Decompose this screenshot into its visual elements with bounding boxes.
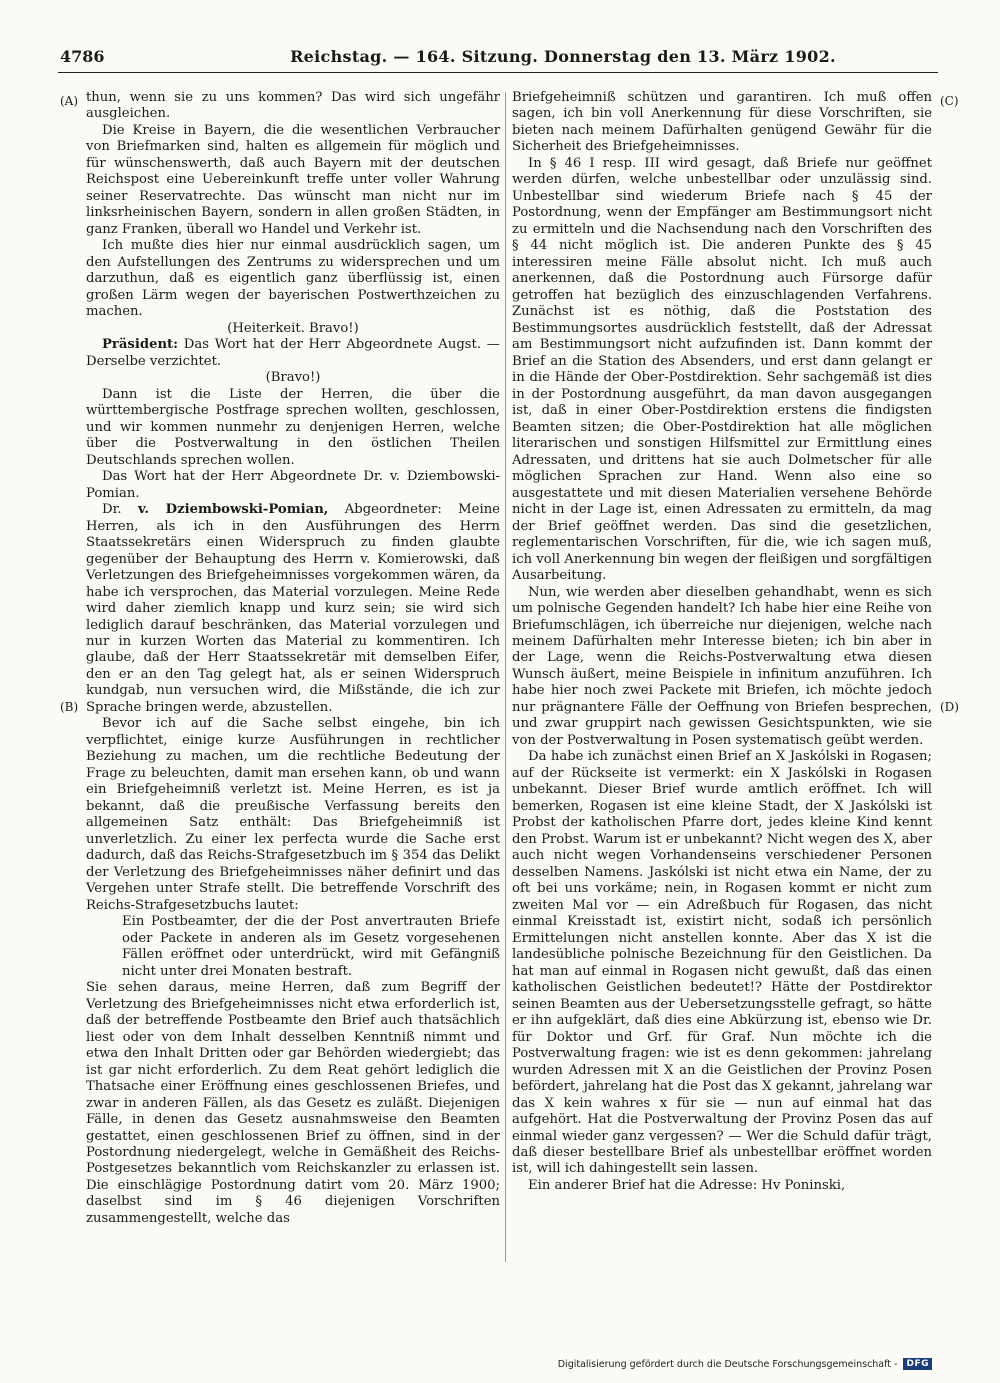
- paragraph: [86, 337, 500, 370]
- speech-text: Abgeordneter: Meine Herren, als ich in den Ausführungen des Herrn Staatssekretärs einen Widerspruch zu finden glaubte gegenüber der Behauptung des Herrn v. Komierowski, daß Verletzungen des Briefgeheimnisses vorgekommen wären, da habe ich versprochen, das Material vorzulegen. Meine Rede wird daher ziemlich knapp und kurz sein; sie wird sich lediglich darauf beschränken, das Material vorzulegen und nur in kurzen Worten das Material zu kommentiren. Ich glaube, daß der Herr Staatssekretär mit demselben Eifer, den er an den Tag gelegt hat, als er seinen Widerspruch kundgab, nun versuchen wird, die Mißstände, die ich zur Sprache bringen werde, abzustellen.: [86, 502, 500, 715]
- paragraph: Sie sehen daraus, meine Herren, daß zum Begriff der Verletzung des Briefgeheimnisses nicht etwa erforderlich ist, daß der betreffende Postbeamte den Brief auch thatsächlich liest oder von dem Inhalt desselben Kenntniß nimmt und etwa den Inhalt Dritten oder gar Behörden wiedergiebt; das ist gar nicht erforderlich. Zu dem Reat gehört lediglich die Thatsache einer Eröffnung eines geschlossenen Briefes, und zwar in anderen Fällen, als das Gesetz es zuläßt. Diejenigen Fälle, in denen das Gesetz ausnahmsweise den Beamten gestattet, einen geschlossenen Brief zu öffnen, sind in der Postordnung niedergelegt, welche in Gemäßheit des Reichs-Postgesetzes bekanntlich vom Reichskanzler zu erlassen ist. Die einschlägige Postordnung datirt vom 20. März 1900; daselbst sind im § 46 diejenigen Vorschriften zusammengestellt, welche das: [86, 980, 500, 1226]
- running-title: Reichstag. — 164. Sitzung. Donnerstag den 13. März 1902.: [290, 47, 836, 66]
- column-divider: [505, 92, 506, 1262]
- speaker-name: v. Dziembowski-Pomian,: [137, 502, 329, 518]
- paragraph: In § 46 I resp. III wird gesagt, daß Briefe nur geöffnet werden dürfen, welche unbestellbar oder unzulässig sind. Unbestellbar sind wiederum Briefe nach § 45 der Postordnung, wenn der Empfänger am Bestimmungsort nicht zu ermitteln und die Nachsendung nach den Vorschriften des § 44 nicht möglich ist. Die anderen Punkte des § 45 interessiren meine Fälle absolut nicht. Ich muß auch anerkennen, daß die Postordnung auch Fürsorge dafür getroffen hat bezüglich des einzuschlagenden Verfahrens. Zunächst ist es nöthig, daß die Poststation des Bestimmungsortes ausdrücklich feststellt, daß der Adressat am Bestimmungsort nicht aufzufinden ist. Dann kommt der Brief an die Station des Absenders, und erst dann gelangt er in die Hände der Ober-Postdirektion. Sehr sachgemäß ist dies in der Postordnung ausgeführt, da man davon ausgegangen ist, daß in einer Ober-Postdirektion erstens die findigsten Beamten sitzen; die Ober-Postdirektion hat alle möglichen literarischen und sonstigen Hilfsmittel zur Ermittlung eines Adressaten, und drittens hat sie auch Dolmetscher für alle möglichen Sprachen zur Hand. Wenn also eine so ausgestattete und mit diesen Materialien versehene Behörde nicht in der Lage ist, einen Adressaten zu ermitteln, da mag der Brief geöffnet werden. Das sind die gesetzlichen, reglementarischen Vorschriften, für die, wie ich sagen muß, ich voll Anerkennung bin wegen der fleißigen und sorgfältigen Ausarbeitung.: [512, 155, 933, 584]
- left-column: [86, 90, 500, 1227]
- right-column: [512, 90, 932, 1194]
- interjection: (Bravo!): [265, 370, 321, 386]
- speaker-name: Präsident:: [102, 337, 179, 353]
- margin-marker-b: (B): [60, 700, 79, 714]
- page-number: 4786: [60, 47, 105, 66]
- page-header: [58, 44, 938, 73]
- paragraph: thun, wenn sie zu uns kommen? Das wird sich ungefähr ausgleichen.: [86, 90, 500, 122]
- paragraph: Dann ist die Liste der Herren, die über die württembergische Postfrage sprechen wollten, geschlossen, und wir kommen nunmehr zu denjenigen Herren, welche über die Postverwaltung in den östlichen Theilen Deutschlands sprechen wollen.: [86, 386, 500, 468]
- margin-marker-d: (D): [940, 700, 959, 714]
- paragraph: [86, 502, 500, 716]
- footer: [558, 1358, 932, 1370]
- paragraph: Bevor ich auf die Sache selbst eingehe, bin ich verpflichtet, einige kurze Ausführungen in rechtlicher Beziehung zu machen, um die rechtliche Bedeutung der Frage zu beleuchten, damit man ersehen kann, ob und wann ein Briefgeheimniß verletzt ist. Meine Herren, es ist ja bekannt, daß die preußische Verfassung bereits den allgemeinen Satz enthält: Das Briefgeheimniß ist unverletzlich. Zu einer lex perfecta wurde die Sache erst dadurch, daß das Reichs-Strafgesetzbuch im § 354 das Delikt der Verletzung des Briefgeheimnisses näher definirt und das Vergehen unter Strafe stellt. Die betreffende Vorschrift des Reichs-Strafgesetzbuchs lautet:: [86, 716, 500, 913]
- paragraph: Ein anderer Brief hat die Adresse: Hv Poninski,: [528, 1177, 846, 1193]
- paragraph: Da habe ich zunächst einen Brief an X Jaskólski in Rogasen; auf der Rückseite ist vermerkt: ein X Jaskólski in Rogasen unbekannt. Dieser Brief wurde amtlich eröffnet. Ich will bemerken, Rogasen ist eine kleine Stadt, der X Jaskólski ist Probst der katholischen Pfarre dort, jedes kleine Kind kennt den Probst. Warum ist er unbekannt? Nicht wegen des X, aber auch nicht wegen Vorhandenseins verschiedener Personen desselben Namens. Jaskólski ist nicht etwa ein Name, der zu oft bei uns vorkäme; nein, in Rogasen kommt er nicht zum zweiten Mal vor — ein Adreßbuch für Rogasen, das nicht einmal Kreisstadt ist, existirt nicht, sodaß ich persönlich Ermittelungen nicht anstellen konnte. Aber das X ist die landesübliche polnische Bezeichnung für den Geistlichen. Da hat man auf einmal in Rogasen nicht gewußt, daß das einen katholischen Geistlichen bedeutet!? Hätte der Postdirektor seinen Beamten aus der Uebersetzungsstelle gefragt, so hätte er ihn aufgeklärt, daß dies eine Abkürzung ist, ebenso wie Dr. für Doktor und Grf. für Graf. Nun möchte ich die Postverwaltung fragen: wie ist es denn gekommen: jahrelang wurden Adressen mit X an die Geistlichen der Provinz Posen befördert, jahrelang hat die Post das X gekannt, jahrelang war das X kein wahres x für sie — nun auf einmal hat das aufgehört. Hat die Postverwaltung der Provinz Posen das auf einmal wieder ganz vergessen? — Wer die Schuld dafür trägt, daß dieser bestellbare Brief als unbestellbar eröffnet worden ist, will ich dahingestellt sein lassen.: [512, 749, 932, 1177]
- dfg-logo: DFG: [903, 1358, 932, 1370]
- footer-credit: Digitalisierung gefördert durch die Deutsche Forschungsgemeinschaft -: [557, 1358, 898, 1370]
- paragraph: Das Wort hat der Herr Abgeordnete Dr. v. Dziembowski-Pomian.: [86, 469, 500, 501]
- margin-marker-a: (A): [60, 94, 79, 108]
- interjection: (Heiterkeit. Bravo!): [227, 320, 359, 336]
- quoted-law: Ein Postbeamter, der die der Post anvertrauten Briefe oder Packete in anderen als im Gesetz vorgesehenen Fällen eröffnet oder unterdrückt, wird mit Gefängniß nicht unter drei Monaten bestraft.: [122, 914, 500, 979]
- paragraph: Nun, wie werden aber dieselben gehandhabt, wenn es sich um polnische Gegenden handelt? Ich habe hier eine Reihe von Briefumschlägen, ich überreiche nur diejenigen, welche nach meinem Dafürhalten mehr Interesse bieten; ich bin aber in der Lage, wenn die Reichs-Postverwaltung etwa diesen Wunsch äußert, meine Beispiele in infinitum anzuführen. Ich habe hier noch zwei Packete mit Briefen, ich möchte jedoch nur prägnantere Fälle der Oeffnung von Briefen besprechen, und zwar gruppirt nach gewissen Gesichtspunkten, wie sie von der Postverwaltung in Posen systematisch geübt werden.: [512, 584, 932, 748]
- speech-text: Das Wort hat der Herr Abgeordnete Augst. — Derselbe verzichtet.: [86, 337, 500, 369]
- paragraph: Briefgeheimniß schützen und garantiren. Ich muß offen sagen, ich bin voll Anerkennung für diese Vorschriften, sie bieten nach meinem Dafürhalten genügend Gewähr für die Sicherheit des Briefgeheimnisses.: [512, 90, 932, 155]
- speaker-title: Dr.: [102, 502, 138, 518]
- margin-marker-c: (C): [940, 94, 959, 108]
- paragraph: Die Kreise in Bayern, die die wesentlichen Verbraucher von Briefmarken sind, halten es allgemein für möglich und für wünschenswerth, daß auch Bayern mit der deutschen Reichspost eine Uebereinkunft treffe unter voller Wahrung seiner Reservatrechte. Das wünscht man nicht nur im linksrheinischen Bayern, sondern in allen großen Städten, in ganz Franken, überall wo Handel und Verkehr ist.: [86, 122, 500, 237]
- paragraph: Ich mußte dies hier nur einmal ausdrücklich sagen, um den Aufstellungen des Zentrums zu widersprechen und um darzuthun, daß es eigentlich ganz überflüssig ist, einen großen Lärm wegen der bayerischen Postwerthzeichen zu machen.: [86, 238, 500, 320]
